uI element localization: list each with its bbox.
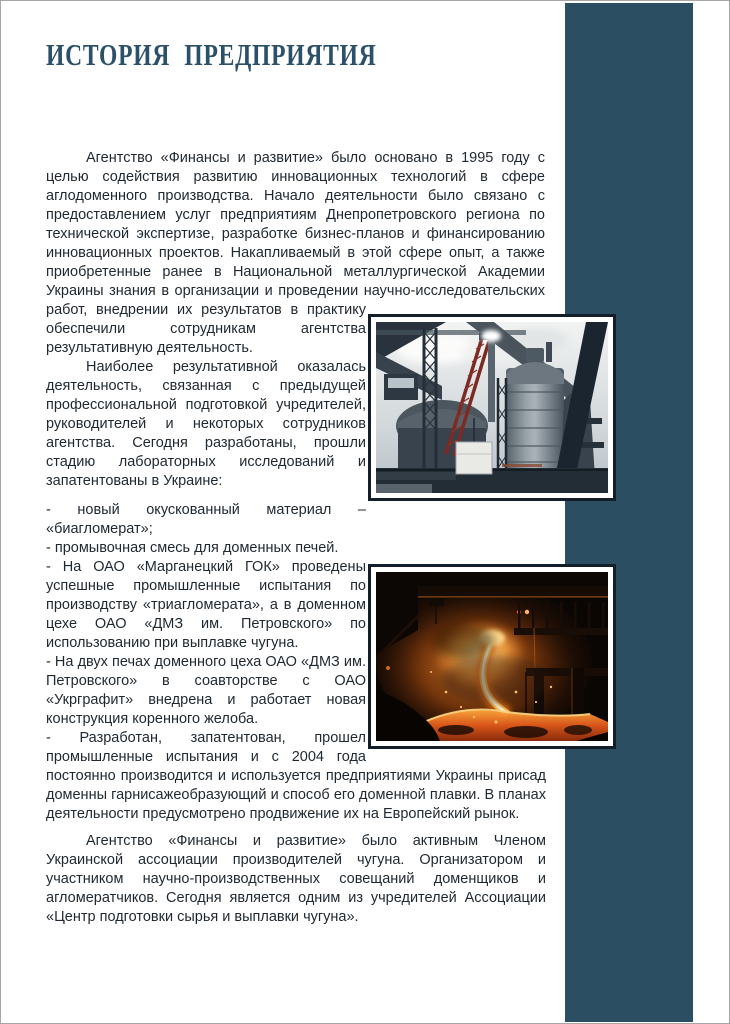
list-item-marganetsky-gok: - На ОАО «Марганецкий ГОК» проведены успешные промышленные испытания по производству «триагломерата», а в доменном цехе ОАО «ДМЗ им. Петровского» по использованию при выплавке чугуна.: [46, 559, 366, 651]
list-item-garnisage: - Разработан, запатентован, прошел промышленные испытания и с 2004 года постоянно производится и используется предприятиями Украины присад доменны гарнисажеобразующий и способ его доменной плавки. В планах деятельности предусмотрено продвижение их на Европейский рынок.: [46, 730, 546, 822]
text-wrap-spacer-top: [545, 149, 546, 314]
paragraph-founding: Агентство «Финансы и развитие» было основано в 1995 году с целью содействия развитию инновационных технологий в сфере аглодоменного производства. Начало деятельности было связано с предоставлением услуг предприятиям Днепропетровского региона по технической экспертизе, разработке бизнес-планов и финансированию инновационных проектов. Накапливаемый в этой сфере опыт, а также приобретенные ранее в Национальной металлургической Академии Украины знания в организации и проведении научно-исследовательских работ, внедрении их результатов в практику обеспечили сотрудникам агентства результативную деятельность.: [46, 150, 545, 356]
body-text: [46, 149, 546, 927]
list-item-biaglomerate: - новый окускованный материал – «биагломерат»;: [46, 502, 366, 537]
paragraph-results: Наиболее результативной оказалась деятельность, связанная с предыдущей профессиональной подготовкой учредителей, руководителей и некоторых сотрудников агентства. Сегодня разработаны, прошли стадию лабораторных исследований и запатентованы в Украине:: [46, 359, 366, 489]
paragraph-association: Агентство «Финансы и развитие» было активным Членом Украинской ассоциации производителей чугуна. Организатором и участником научно-производственных совещаний доменщиков и агломератчиков. Сегодня является одним из учредителей Ассоциации «Центр подготовки сырья и выплавки чугуна».: [46, 833, 546, 925]
text-wrap-spacer-photos: [366, 314, 546, 766]
accent-stripe: [565, 3, 693, 1022]
list-item-dmz-trough: - На двух печах доменного цеха ОАО «ДМЗ им. Петровского» в соавторстве с ОАО «Укрграфит» внедрена и работает новая конструкция коренного желоба.: [46, 654, 366, 727]
list-item-washing-mix: - промывочная смесь для доменных печей.: [46, 540, 339, 556]
page-title: ИСТОРИЯ ПРЕДПРИЯТИЯ: [46, 37, 377, 72]
